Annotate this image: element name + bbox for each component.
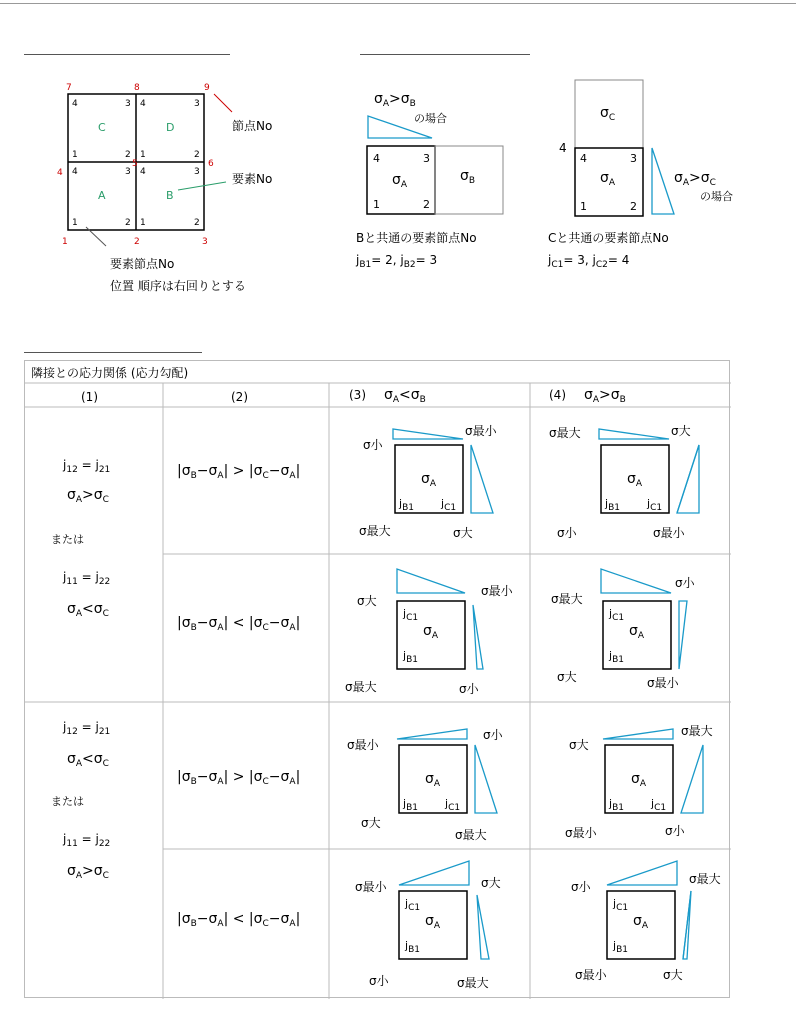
case-b-suffix: の場合 — [414, 112, 447, 125]
svg-text:j12 = j21: $j_{12} = j_{21}$ — [63, 458, 111, 475]
svg-text:σA: $\sigma_A$ — [633, 913, 649, 931]
element-a: A — [98, 189, 106, 202]
svg-text:σ最大: σ最大 — [551, 592, 583, 606]
svg-text:σA<σC: $\sigma_A<\sigma_C$ — [67, 601, 109, 619]
svg-text:σ最大: σ最大 — [455, 828, 487, 842]
row-group-2-condition — [51, 720, 110, 881]
svg-text:jB1: $j_{B1}$ — [605, 497, 620, 513]
node-no-1: 1 — [62, 237, 68, 247]
case-c-suffix: の場合 — [700, 190, 733, 203]
node-no-9: 9 — [204, 83, 210, 93]
svg-text:σ最小: σ最小 — [647, 676, 679, 690]
svg-text:σ最大: σ最大 — [457, 976, 489, 990]
svg-text:jB1: $j_{B1}$ — [399, 497, 414, 513]
table-title: 隣接との応力関係 (応力勾配) — [31, 366, 189, 380]
element-b: B — [166, 189, 174, 202]
svg-text:jB1: $j_{B1}$ — [613, 939, 628, 955]
svg-text:2: 2 — [630, 200, 637, 213]
node-no-7: 7 — [66, 83, 72, 93]
svg-text:jC1: $j_{C1}$ — [613, 897, 629, 913]
svg-text:jB1: $j_{B1}$ — [403, 797, 418, 813]
svg-text:σC: $\sigma_C$ — [600, 105, 616, 123]
header-3: (3) $\sigma_A<\sigma_B$ — [349, 387, 426, 405]
svg-text:σA: $\sigma_A$ — [392, 172, 408, 190]
svg-text:または: または — [51, 795, 84, 808]
svg-text:1: 1 — [140, 218, 146, 228]
svg-text:σ大: σ大 — [361, 816, 381, 830]
svg-text:σ大: σ大 — [357, 594, 377, 608]
node-no-4: 4 — [57, 168, 63, 178]
svg-text:σA>σB: $\sigma_A>\sigma_B$ — [374, 91, 416, 109]
node-no-3: 3 — [202, 237, 208, 247]
svg-text:3: 3 — [630, 152, 637, 165]
svg-text:4: 4 — [580, 152, 587, 165]
expr-row-4: $|\sigma_B-\sigma_A| < |\sigma_C-\sigma_A|$ — [177, 911, 301, 929]
svg-text:3: 3 — [423, 152, 430, 165]
header-1: (1) — [81, 390, 98, 404]
svg-text:2: 2 — [125, 218, 131, 228]
cell-r2-c3 — [345, 569, 514, 696]
svg-text:σ小: σ小 — [665, 824, 685, 838]
element-c: C — [98, 121, 106, 134]
svg-text:jC1: $j_{C1}$ — [609, 607, 625, 623]
svg-text:1: 1 — [373, 198, 380, 211]
svg-text:j11 = j22: $j_{11} = j_{22}$ — [63, 832, 111, 849]
svg-text:1: 1 — [140, 150, 146, 160]
svg-text:σ最大: σ最大 — [345, 680, 377, 694]
case-c-caption: Cと共通の要素節点No — [548, 231, 669, 245]
svg-text:σ最小: σ最小 — [465, 424, 497, 438]
svg-text:2: 2 — [194, 150, 200, 160]
svg-text:j12 = j21: $j_{12} = j_{21}$ — [63, 720, 111, 737]
svg-text:4: 4 — [72, 167, 78, 177]
cell-r4-c3 — [355, 861, 501, 990]
svg-text:σ小: σ小 — [369, 974, 389, 988]
grid-caption-1: 要素節点No — [110, 257, 175, 271]
svg-text:4: 4 — [373, 152, 380, 165]
stress-relation-table — [24, 360, 730, 998]
svg-text:σA: $\sigma_A$ — [425, 913, 441, 931]
svg-text:σ最大: σ最大 — [359, 524, 391, 538]
svg-text:jC1: $j_{C1}$ — [405, 897, 421, 913]
svg-text:3: 3 — [194, 167, 200, 177]
svg-text:σ小: σ小 — [571, 880, 591, 894]
svg-text:σ大: σ大 — [569, 738, 589, 752]
expr-row-3: $|\sigma_B-\sigma_A| > |\sigma_C-\sigma_A|$ — [177, 769, 301, 787]
svg-text:σ小: σ小 — [675, 576, 695, 590]
svg-text:σ大: σ大 — [663, 968, 683, 982]
svg-text:2: 2 — [125, 150, 131, 160]
expr-row-2: $|\sigma_B-\sigma_A| < |\sigma_C-\sigma_A|$ — [177, 615, 301, 633]
header-2: (2) — [231, 390, 248, 404]
svg-text:σ大: σ大 — [671, 424, 691, 438]
grid-caption-2: 位置 順序は右回りとする — [110, 279, 246, 293]
svg-text:σ最小: σ最小 — [565, 826, 597, 840]
svg-text:σ小: σ小 — [557, 526, 577, 540]
svg-text:3: 3 — [125, 99, 131, 109]
svg-text:jC1: $j_{C1}$ — [647, 497, 663, 513]
svg-text:σA>σC: $\sigma_A>\sigma_C$ — [67, 487, 109, 505]
svg-text:σA: $\sigma_A$ — [631, 771, 647, 789]
svg-text:jB1: $j_{B1}$ — [403, 649, 418, 665]
svg-text:1: 1 — [580, 200, 587, 213]
expr-row-1: $|\sigma_B-\sigma_A| > |\sigma_C-\sigma_A|$ — [177, 463, 301, 481]
svg-text:4: 4 — [72, 99, 78, 109]
svg-text:jC1: $j_{C1}$ — [403, 607, 419, 623]
svg-text:σ小: σ小 — [459, 682, 479, 696]
node-no-5: 5 — [132, 159, 138, 169]
case-b-caption: Bと共通の要素節点No — [356, 231, 477, 245]
node-no-6: 6 — [208, 159, 214, 169]
top-diagrams — [0, 0, 796, 340]
svg-text:jC1= 3, jC2= 4: $j_{C1}= 3$, $j_{C2}= 4$ — [548, 253, 630, 270]
svg-text:σ最大: σ最大 — [689, 872, 721, 886]
svg-text:σ最小: σ最小 — [653, 526, 685, 540]
svg-text:または: または — [51, 533, 84, 546]
node-no-8: 8 — [134, 83, 140, 93]
svg-text:σA: $\sigma_A$ — [600, 170, 616, 188]
case-c-diagram — [547, 80, 733, 270]
svg-text:σA<σC: $\sigma_A<\sigma_C$ — [67, 751, 109, 769]
svg-text:σ最小: σ最小 — [481, 584, 513, 598]
svg-text:σ小: σ小 — [363, 438, 383, 452]
svg-text:3: 3 — [125, 167, 131, 177]
svg-text:jC1: $j_{C1}$ — [651, 797, 667, 813]
svg-text:jB1: $j_{B1}$ — [609, 649, 624, 665]
svg-text:jB1: $j_{B1}$ — [405, 939, 420, 955]
svg-text:1: 1 — [72, 218, 78, 228]
svg-text:j11 = j22: $j_{11} = j_{22}$ — [63, 570, 111, 587]
svg-text:σA>σC: $\sigma_A>\sigma_C$ — [67, 863, 109, 881]
row-group-1-condition — [51, 458, 110, 619]
cell-r3-c4 — [565, 723, 713, 840]
svg-text:σ小: σ小 — [483, 728, 503, 742]
svg-text:2: 2 — [423, 198, 430, 211]
svg-text:σA: $\sigma_A$ — [421, 471, 437, 489]
svg-text:4: 4 — [140, 99, 146, 109]
svg-text:jC1: $j_{C1}$ — [441, 497, 457, 513]
section-rule-3 — [24, 352, 202, 353]
svg-text:1: 1 — [72, 150, 78, 160]
svg-text:jB1= 2, jB2= 3: $j_{B1}= 2$, $j_{B2}= 3$ — [356, 253, 438, 270]
svg-text:σ大: σ大 — [557, 670, 577, 684]
svg-text:σ最大: σ最大 — [549, 426, 581, 440]
header-4: (4) $\sigma_A>\sigma_B$ — [549, 387, 626, 405]
case-c-left-label: 4 — [559, 141, 567, 155]
node-no-label: 節点No — [232, 119, 273, 133]
cell-r4-c4 — [571, 861, 721, 982]
svg-text:4: 4 — [140, 167, 146, 177]
case-b-diagram — [355, 91, 503, 270]
node-no-2: 2 — [134, 237, 140, 247]
svg-text:σA: $\sigma_A$ — [629, 623, 645, 641]
svg-text:σA: $\sigma_A$ — [627, 471, 643, 489]
element-d: D — [166, 121, 175, 134]
cell-r1-c3 — [359, 424, 498, 540]
cell-r2-c4 — [551, 569, 696, 690]
svg-text:σ大: σ大 — [481, 876, 501, 890]
element-grid — [57, 83, 272, 293]
svg-text:2: 2 — [194, 218, 200, 228]
svg-text:σA: $\sigma_A$ — [425, 771, 441, 789]
svg-text:jC1: $j_{C1}$ — [445, 797, 461, 813]
table-svg — [25, 361, 731, 999]
svg-text:σ最大: σ最大 — [681, 724, 713, 738]
svg-text:σ大: σ大 — [453, 526, 473, 540]
svg-text:σA: $\sigma_A$ — [423, 623, 439, 641]
svg-text:σ最小: σ最小 — [347, 738, 379, 752]
svg-text:3: 3 — [194, 99, 200, 109]
svg-text:σA>σC: $\sigma_A>\sigma_C$ — [674, 170, 716, 188]
svg-text:jB1: $j_{B1}$ — [609, 797, 624, 813]
element-no-label: 要素No — [232, 172, 273, 186]
svg-text:σ最小: σ最小 — [575, 968, 607, 982]
svg-text:σ最小: σ最小 — [355, 880, 387, 894]
svg-text:σB: $\sigma_B$ — [460, 168, 476, 186]
cell-r1-c4 — [549, 423, 699, 540]
cell-r3-c3 — [347, 728, 504, 842]
